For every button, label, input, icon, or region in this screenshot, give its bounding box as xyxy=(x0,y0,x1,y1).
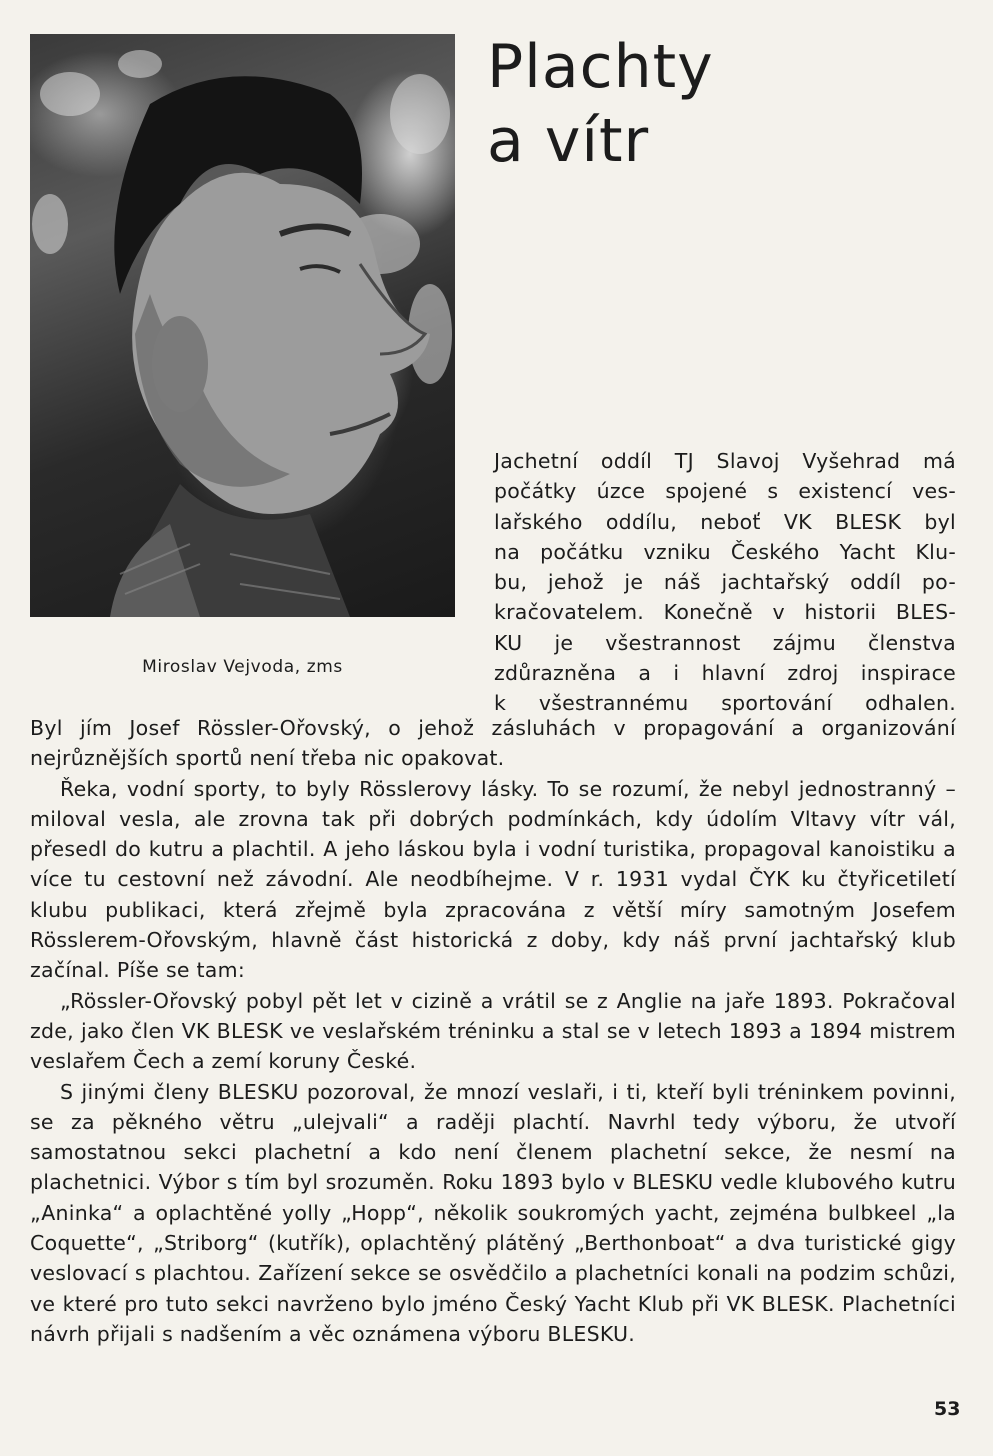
portrait-photo xyxy=(30,34,455,617)
intro-line: k všestrannému sportování odhalen. xyxy=(494,691,956,716)
intro-line: zdůrazněna a i hlavní zdroj inspirace xyxy=(494,661,956,686)
article-body xyxy=(30,713,956,1349)
intro-line: počátky úzce spojené s existencí ves- xyxy=(494,479,956,504)
body-paragraph: „Rössler-Ořovský pobyl pět let v cizině a vrátil se z Anglie na jaře 1893. Pokračoval zde, jako člen VK BLESK ve veslařském tréninku a stal se v letech 1893 a 1894 mistrem veslařem Čech a zemí koruny České. xyxy=(30,988,956,1074)
title-line-2: a vítr xyxy=(487,106,650,176)
intro-line: na počátku vzniku Českého Yacht Klu- xyxy=(494,539,956,564)
body-paragraph: Byl jím Josef Rössler-Ořovský, o jehož zásluhách v propagování a organizování nejrůznějších sportů není třeba nic opakovat. xyxy=(30,716,956,771)
body-paragraph: S jinými členy BLESKU pozoroval, že mnozí veslaři, i ti, kteří byli tréninkem povinni, se za pěkného větru „ulejvali“ a raději plachtí. Navrhl tedy výboru, že utvoří samostatnou sekci plachetní a kdo není členem plachetní sekce, že nesmí na plachetnici. Výbor s tím byl srozuměn. Roku 1893 bylo v BLESKU vedle klubového kutru „Aninka“ a oplachtěné yolly „Hopp“, několik soukromých yacht, zejména bulbkeel „la Coquette“, „Striborg“ (kutřík), oplachtěný plátěný „Berthonboat“ a dva turistické gigy veslovací s plachtou. Zařízení sekce se osvědčilo a plachetníci konali na podzim schůzi, ve které pro tuto sekci navrženo bylo jméno Český Yacht Klub při VK BLESK. Plachetníci návrh přijali s nadšením a věc oznámena výboru BLESKU. xyxy=(30,1079,956,1346)
intro-line: kračovatelem. Konečně v historii BLES- xyxy=(494,600,956,625)
title-line-1: Plachty xyxy=(487,32,714,102)
intro-line: lařského oddílu, neboť VK BLESK byl xyxy=(494,509,956,534)
intro-column xyxy=(494,446,956,719)
body-paragraph: Řeka, vodní sporty, to byly Rösslerovy lásky. To se rozumí, že nebyl jednostranný – miloval vesla, ale zrovna tak při dobrých podmínkách, kdy údolím Vltavy vítr vál, přesedl do kutru a plachtil. A jeho láskou byla i vodní turistika, propagoval kanoistiku a více tu cestovní než závodní. Ale neodbíhejme. V r. 1931 vydal ČYK ku čtyřicetiletí klubu publikaci, která zřejmě byla zpracována z větší míry samotným Josefem Rösslerem-Ořovským, hlavně část historická z doby, kdy náš první jachtařský klub začínal. Píše se tam: xyxy=(30,776,956,983)
article-title xyxy=(487,30,714,178)
intro-line: Jachetní oddíl TJ Slavoj Vyšehrad má xyxy=(494,449,956,473)
intro-line: bu, jehož je náš jachtařský oddíl po- xyxy=(494,570,956,595)
portrait-illustration xyxy=(30,34,455,617)
intro-line: KU je všestrannost zájmu členstva xyxy=(494,630,956,655)
photo-caption: Miroslav Vejvoda, zms xyxy=(142,657,343,677)
page-number: 53 xyxy=(934,1398,961,1420)
